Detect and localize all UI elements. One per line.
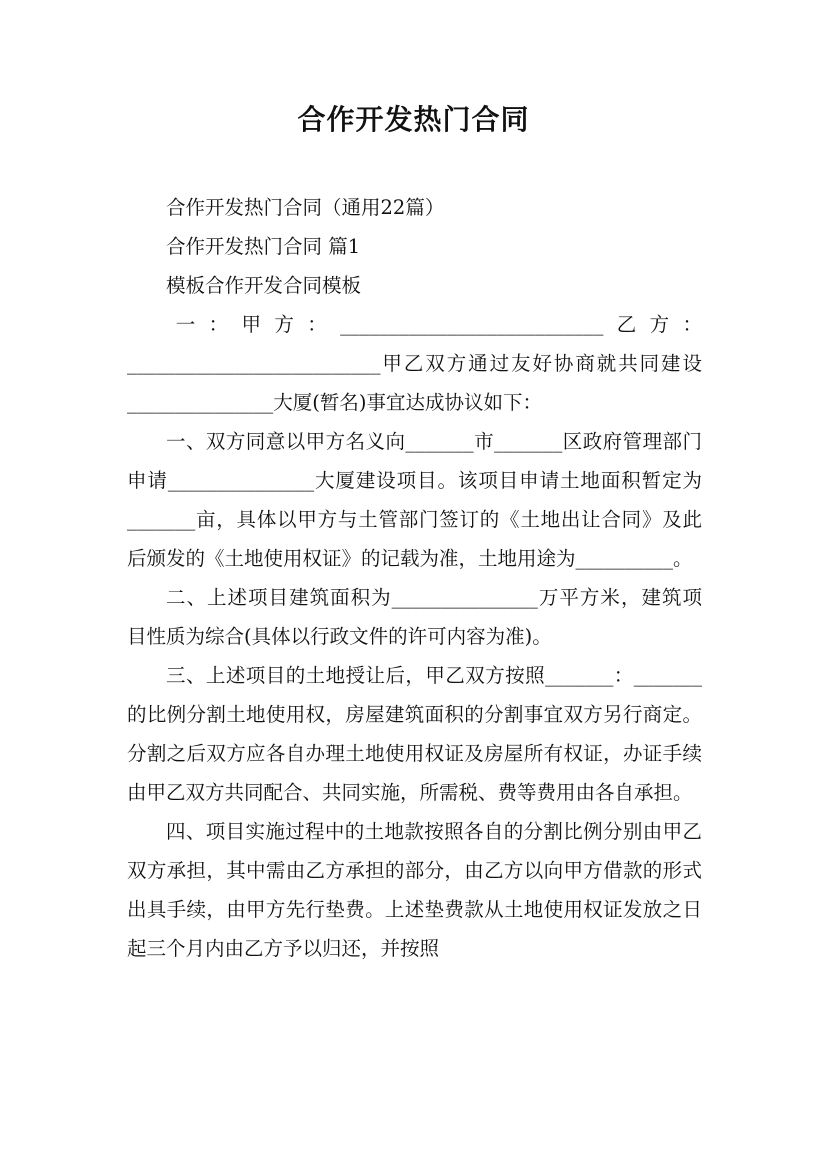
clause-2: 二、上述项目建筑面积为_______________万平方米，建筑项目性质为综合(具体以行政文件的许可内容为准)。 bbox=[127, 586, 702, 648]
clause-4: 四、项目实施过程中的土地款按照各自的分割比例分别由甲乙双方承担，其中需由乙方承担的部分，由乙方以向甲方借款的形式出具手续，由甲方先行垫费。上述垫费款从土地使用权证发放之日起三个月内由乙方予以归还，并按照 bbox=[127, 820, 702, 960]
clause-1: 一、双方同意以甲方名义向_______市_______区政府管理部门申请_______________大厦建设项目。该项目申请土地面积暂定为_______亩，具体以甲方与土管部门签订的《土地出让合同》及此后颁发的《土地使用权证》的记载为准，土地用途为__________。 bbox=[127, 430, 702, 570]
clause-3: 三、上述项目的土地授让后，甲乙双方按照_______：_______的比例分割土地使用权，房屋建筑面积的分割事宜双方另行商定。分割之后双方应各自办理土地使用权证及房屋所有权证，办证手续由甲乙双方共同配合、共同实施，所需税、费等费用由各自承担。 bbox=[127, 664, 702, 804]
parties-paragraph: 一：甲方：___________________________乙方：__________________________甲乙双方通过友好协商就共同建设_______________大厦(暂名)事宜达成协议如下： bbox=[127, 313, 702, 414]
section-heading: 合作开发热门合同 篇1 bbox=[166, 235, 361, 258]
template-heading: 模板合作开发合同模板 bbox=[166, 274, 362, 297]
document-title: 合作开发热门合同 bbox=[297, 103, 530, 136]
document-body bbox=[127, 188, 702, 968]
document-subtitle: 合作开发热门合同（通用22篇） bbox=[166, 196, 445, 219]
